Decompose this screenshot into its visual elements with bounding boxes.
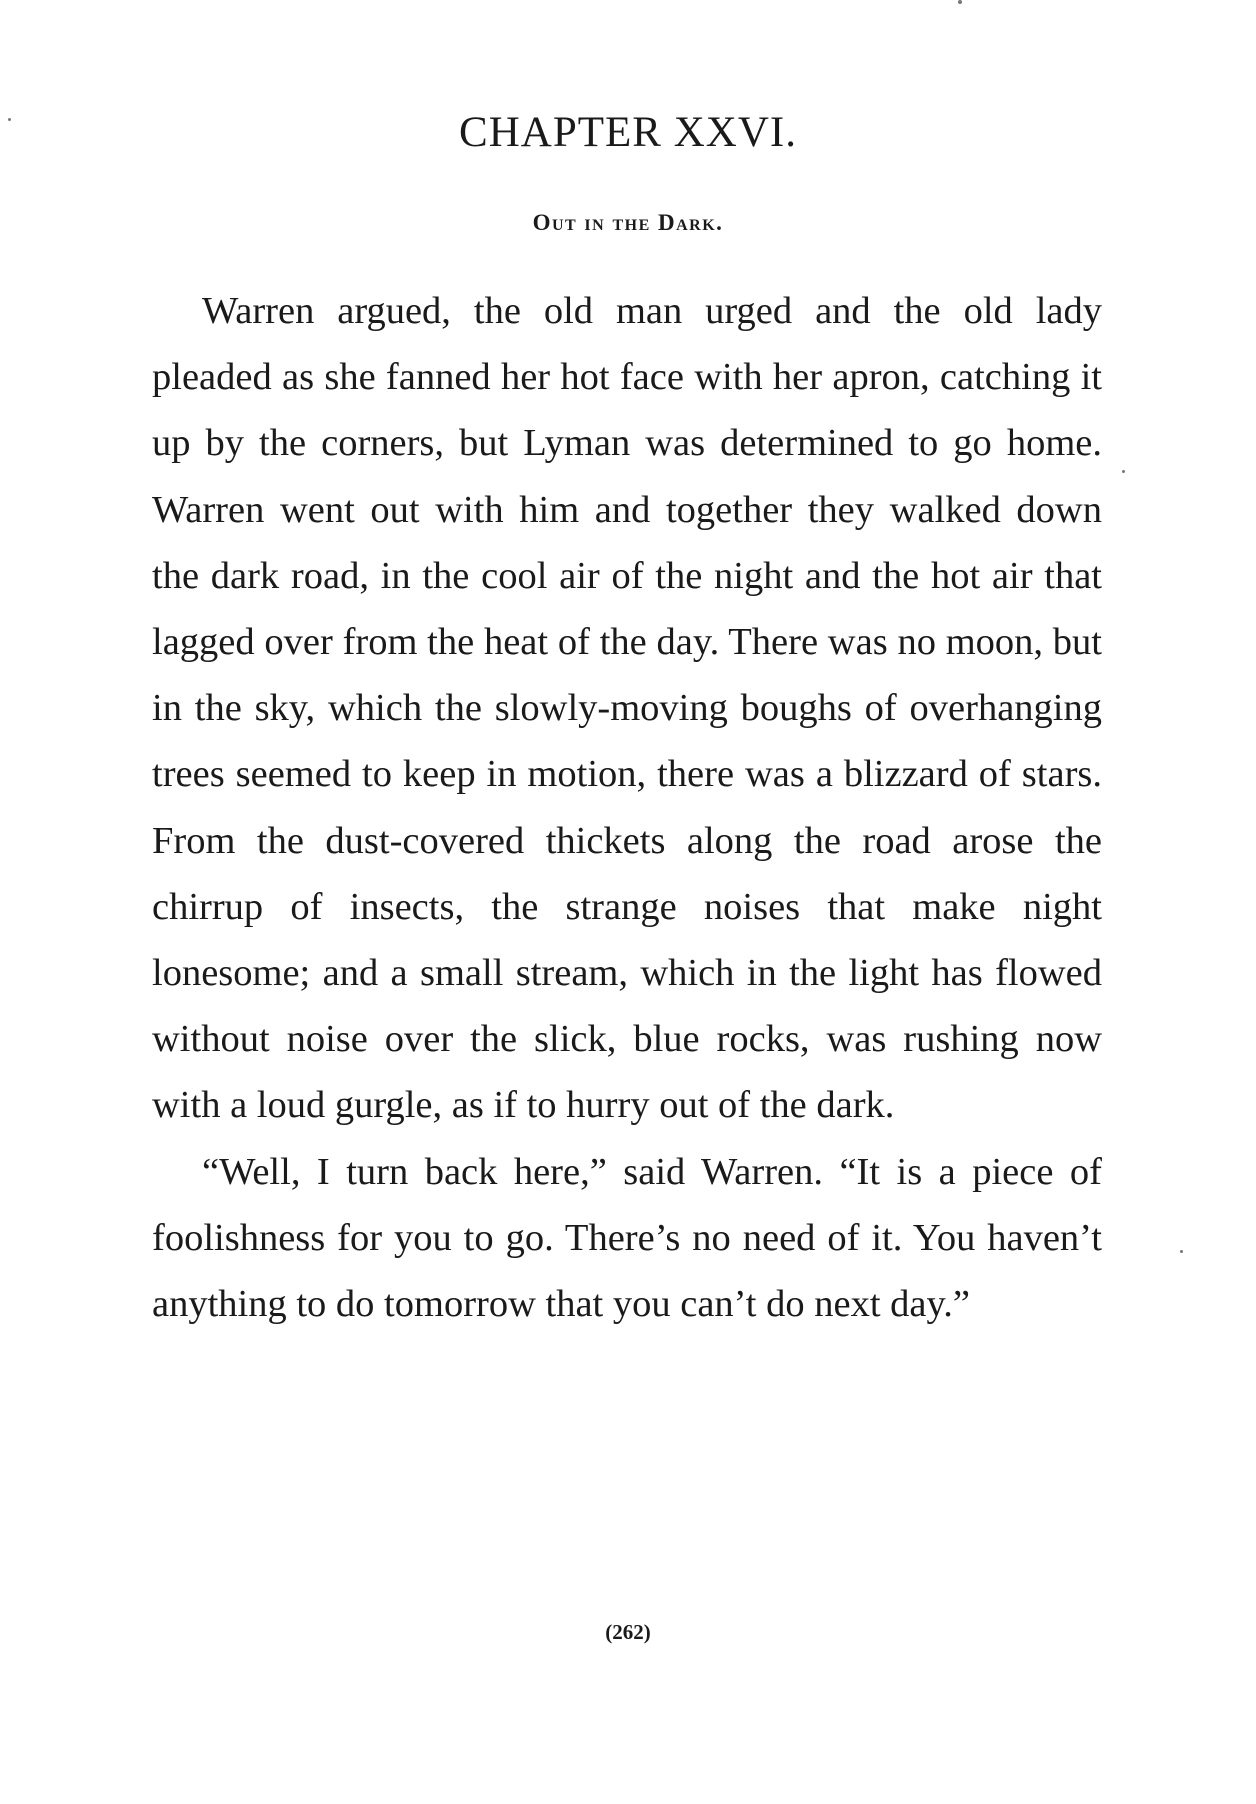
scan-speck (958, 0, 962, 4)
scan-speck (8, 118, 11, 121)
page-number: (262) (605, 1620, 651, 1644)
scan-speck (1122, 470, 1125, 473)
chapter-title: CHAPTER XXVI. (459, 109, 797, 156)
paragraph: “Well, I turn back here,” said Warren. “It is a piece of foolishness for you to go. There’s no need of it. You haven’t anything to do tomorrow that you can’t do next day.” (152, 1150, 1102, 1326)
chapter-body (152, 278, 1102, 1337)
chapter-subtitle: Out in the Dark. (532, 210, 724, 235)
scan-speck (1180, 1250, 1183, 1253)
paragraph: Warren argued, the old man urged and the old lady pleaded as she fanned her hot face with her apron, catching it up by the corners, but Lyman was determined to go home. Warren went out with him and together they walked down the dark road, in the cool air of the night and the hot air that lagged over from the heat of the day. There was no moon, but in the sky, which the slowly-moving boughs of overhanging trees seemed to keep in motion, there was a blizzard of stars. From the dust-covered thickets along the road arose the chirrup of insects, the strange noises that make night lonesome; and a small stream, which in the light has flowed without noise over the slick, blue rocks, was rushing now with a loud gurgle, as if to hurry out of the dark. (152, 290, 1102, 1127)
